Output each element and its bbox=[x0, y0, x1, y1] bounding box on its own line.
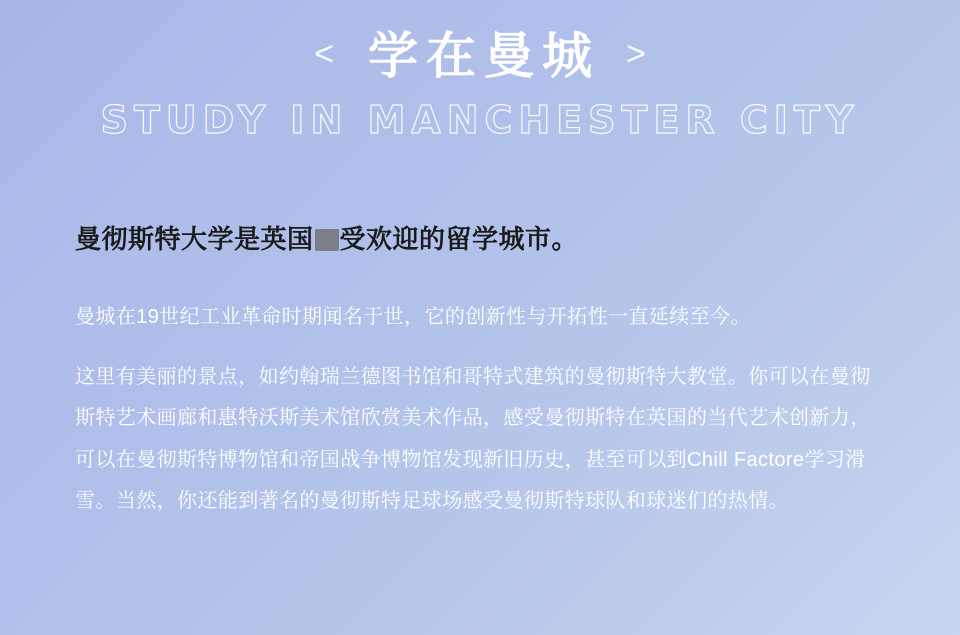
poster-body bbox=[75, 222, 890, 523]
chevron-left-icon: < bbox=[314, 34, 334, 73]
chevron-right-icon: > bbox=[626, 34, 646, 73]
body-paragraph: 曼城在19世纪工业革命时期闻名于世，它的创新性与开拓性一直延续至今。 bbox=[75, 306, 751, 329]
redaction-block bbox=[315, 229, 339, 251]
body-paragraph: 这里有美丽的景点，如约翰瑞兰德图书馆和哥特式建筑的曼彻斯特大教堂。你可以在曼彻斯特艺术画廊和惠特沃斯美术馆欣赏美术作品，感受曼彻斯特在英国的当代艺术创新力，可以在曼彻斯特博物馆和帝国战争博物馆发现新旧历史，甚至可以到Chill Factore学习滑雪。当然，你还能到著名的曼彻斯特足球场感受曼彻斯特球队和球迷们的热情。 bbox=[75, 365, 871, 513]
title-row bbox=[0, 28, 960, 86]
poster-header bbox=[0, 0, 960, 141]
page-title-cn: 学在曼城 bbox=[368, 28, 600, 84]
page-title-en: STUDY IN MANCHESTER CITY bbox=[100, 97, 860, 142]
lead-paragraph bbox=[75, 222, 890, 257]
lead-text-before: 曼彻斯特大学是英国 bbox=[75, 224, 314, 254]
lead-text-after: 受欢迎的留学城市。 bbox=[339, 224, 579, 254]
